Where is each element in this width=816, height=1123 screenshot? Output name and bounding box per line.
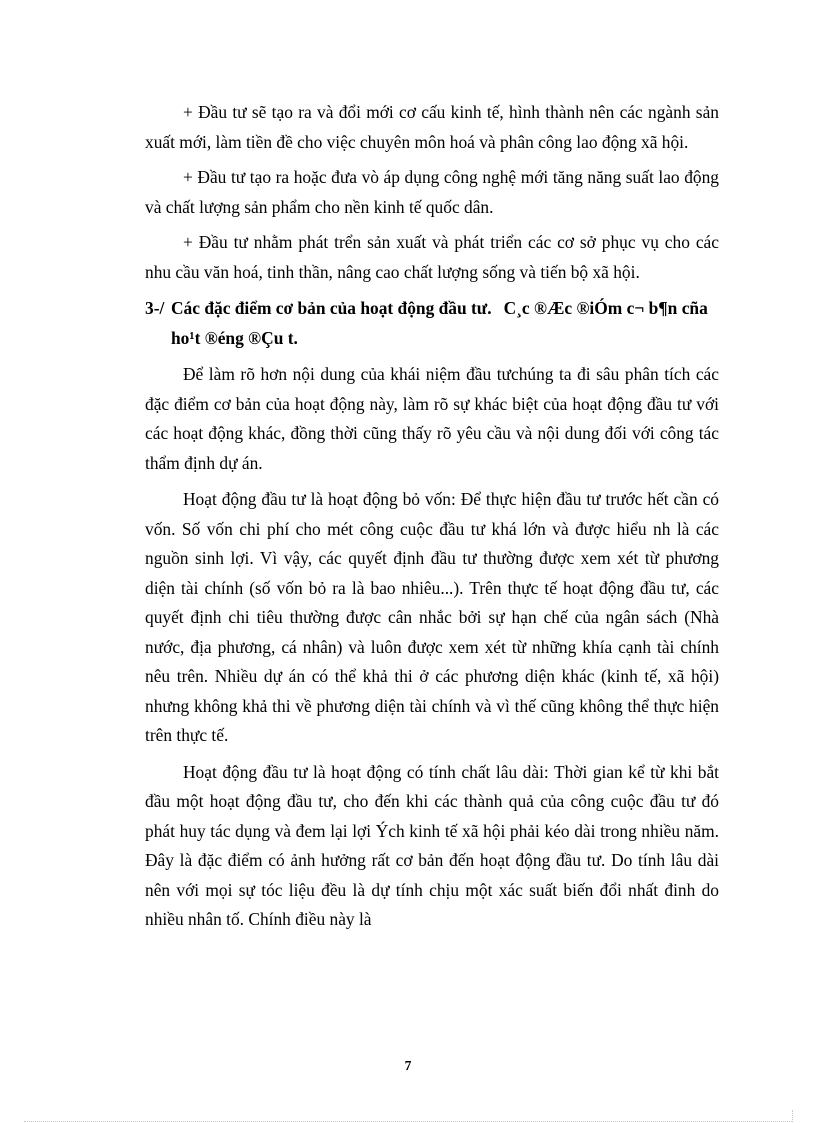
intro-paragraph: Để làm rõ hơn nội dung của khái niệm đầu tưchúng ta đi sâu phân tích các đặc điểm cơ bản của hoạt động này, làm rõ sự khác biệt của hoạt động đầu tư với các hoạt động khác, đồng thời cũng thấy rõ yêu cầu và nội dung đối với công tác thẩm định dự án. xyxy=(145,364,719,473)
long-term-paragraph: Hoạt động đầu tư là hoạt động có tính chất lâu dài: Thời gian kể từ khi bắt đầu một hoạt động đầu tư, cho đến khi các thành quả của công cuộc đầu tư đó phát huy tác dụng và đem lại lợi Ých kinh tế xã hội phải kéo dài trong nhiều năm. Đây là đặc điểm có ảnh hưởng rất cơ bản đến hoạt động đầu tư. Do tính lâu dài nên với mọi sự tóc liệu đều là dự tính chịu một xác suất biến đổi nhất đinh do nhiều nhân tố. Chính điều này là xyxy=(145,761,719,929)
page-border-right xyxy=(792,1110,793,1122)
section-title: Các đặc điểm cơ bản của hoạt động đầu tư. xyxy=(171,298,492,318)
bullet-paragraph-restructuring: + Đầu tư sẽ tạo ra và đổi mới cơ cấu kinh tế, hình thành nên các ngành sản xuất mới, làm tiền đề cho việc chuyên môn hoá và phân công lao động xã hội. xyxy=(145,102,719,152)
page-number: 7 xyxy=(404,1058,412,1073)
capital-paragraph: Hoạt động đầu tư là hoạt động bỏ vốn: Để thực hiện đầu tư trước hết cần có vốn. Số vốn chi phí cho mét công cuộc đầu tư khá lớn và được hiểu nh là các nguồn sinh lợi. Vì vậy, các quyết định đầu tư thường được xem xét từ phương diện tài chính (số vốn bỏ ra là bao nhiêu...). Trên thực tế hoạt động đầu tư, các quyết định chi tiêu thường được cân nhắc bởi sự hạn chế của ngân sách (Nhà nước, địa phương, cá nhân) và luôn được xem xét từ những khía cạnh tài chính nêu trên. Nhiều dự án có thể khả thi ở các phương diện khác (kinh tế, xã hội) nhưng không khả thi về phương diện tài chính và vì thế cũng không thể thực hiện trên thực tế. xyxy=(145,489,719,745)
bullet-paragraph-technology: + Đầu tư tạo ra hoặc đưa vò áp dụng công nghệ mới tăng năng suất lao động và chất lượng sản phẩm cho nền kinh tế quốc dân. xyxy=(145,167,719,217)
section-number: 3-/ xyxy=(145,298,165,318)
section-title-garbled: C¸c ®Æc ®iÓm c¬ b¶n cña ho¹t ®éng ®Çu t. xyxy=(171,298,708,348)
page-body xyxy=(145,98,719,942)
section-heading xyxy=(145,294,719,353)
page-border-bottom xyxy=(24,1121,792,1122)
bullet-paragraph-development: + Đầu tư nhằm phát trển sản xuất và phát triển các cơ sở phục vụ cho các nhu cầu văn hoá, tinh thần, nâng cao chất lượng sống và tiến bộ xã hội. xyxy=(145,232,719,282)
